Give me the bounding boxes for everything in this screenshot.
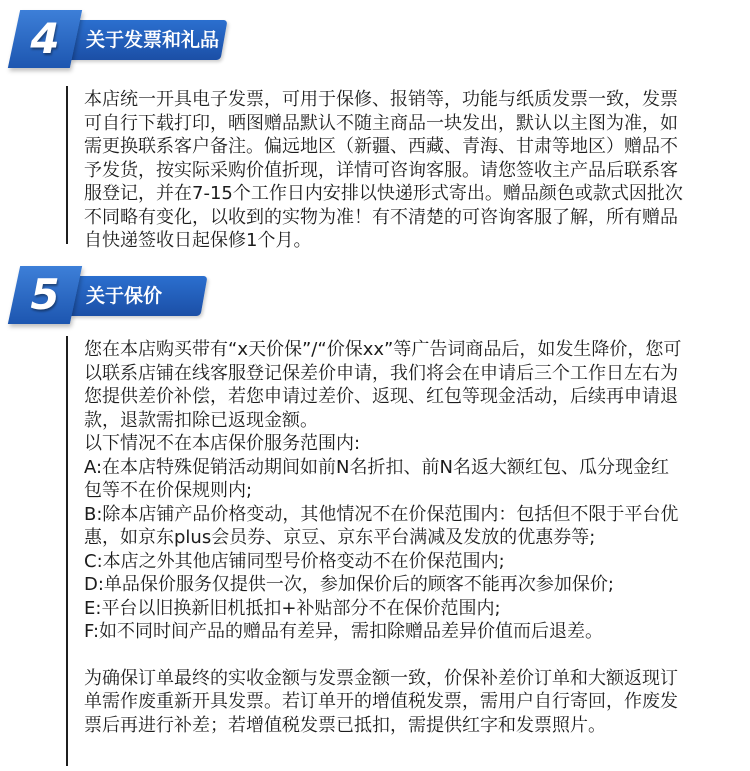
list-item: C:本店之外其他店铺同型号价格变动不在价保范围内; (84, 550, 505, 572)
spacer (84, 644, 684, 667)
intro-paragraph: 您在本店购买带有“x天价保”/“价保xx”等广告词商品后，如发生降价，您可以联系店铺在线客服登记保差价申请，我们将会在申请后三个工作日左右为您提供差价补偿，若您申请过差价、返现、红包等现金活动，后续再申请退款，退款需扣除已返现金额。 (84, 339, 682, 431)
left-divider (66, 86, 68, 244)
list-item: F:如不同时间产品的赠品有差异，需扣除赠品差异价值而后退差。 (84, 621, 604, 642)
section-number: 4 (30, 14, 60, 63)
list-item: E:平台以旧换新旧机抵扣+补贴部分不在保价范围内; (84, 597, 501, 619)
closing-paragraph: 为确保订单最终的实收金额与发票金额一致，价保补差价订单和大额返现订单需作废重新开具发票。若订单开的增值税发票，需用户自行寄回，作废发票后再进行补差；若增值税发票已抵扣，需提供红字和发票照片。 (84, 667, 678, 736)
left-divider (66, 336, 68, 766)
list-item: D:单品保价服务仅提供一次，参加保价后的顾客不能再次参加保价; (84, 574, 614, 595)
section-title: 关于保价 (86, 285, 163, 307)
list-item: A:在本店特殊促销活动期间如前N名折扣、前N名返大额红包、瓜分现金红包等不在价保规则内; (84, 456, 669, 501)
section-title: 关于发票和礼品 (86, 29, 220, 51)
section-number: 5 (30, 270, 60, 319)
paragraph: 本店统一开具电子发票，可用于保修、报销等，功能与纸质发票一致，发票可自行下载打印，晒图赠品默认不随主商品一块发出，默认以主图为准，如需更换联系客户备注。偏远地区（新疆、西藏、青海、甘肃等地区）赠品不予发货，按实际采购价值折现，详情可咨询客服。请您签收主产品后联系客服登记，并在7-15个工作日内安排以快递形式寄出。赠品颜色或款式因批次不同略有变化，以收到的实物为准！有不清楚的可咨询客服了解，所有赠品自快递签收日起保修1个月。 (84, 89, 683, 251)
list-heading: 以下情况不在本店保价服务范围内: (84, 433, 361, 454)
section-header (14, 10, 534, 72)
section-body (84, 338, 684, 737)
section-header (14, 266, 534, 328)
list-item: B:除本店铺产品价格变动，其他情况不在价保范围内：包括但不限于平台优惠，如京东plus会员券、京豆、京东平台满减及发放的优惠券等; (84, 503, 679, 548)
section-body (84, 88, 684, 253)
